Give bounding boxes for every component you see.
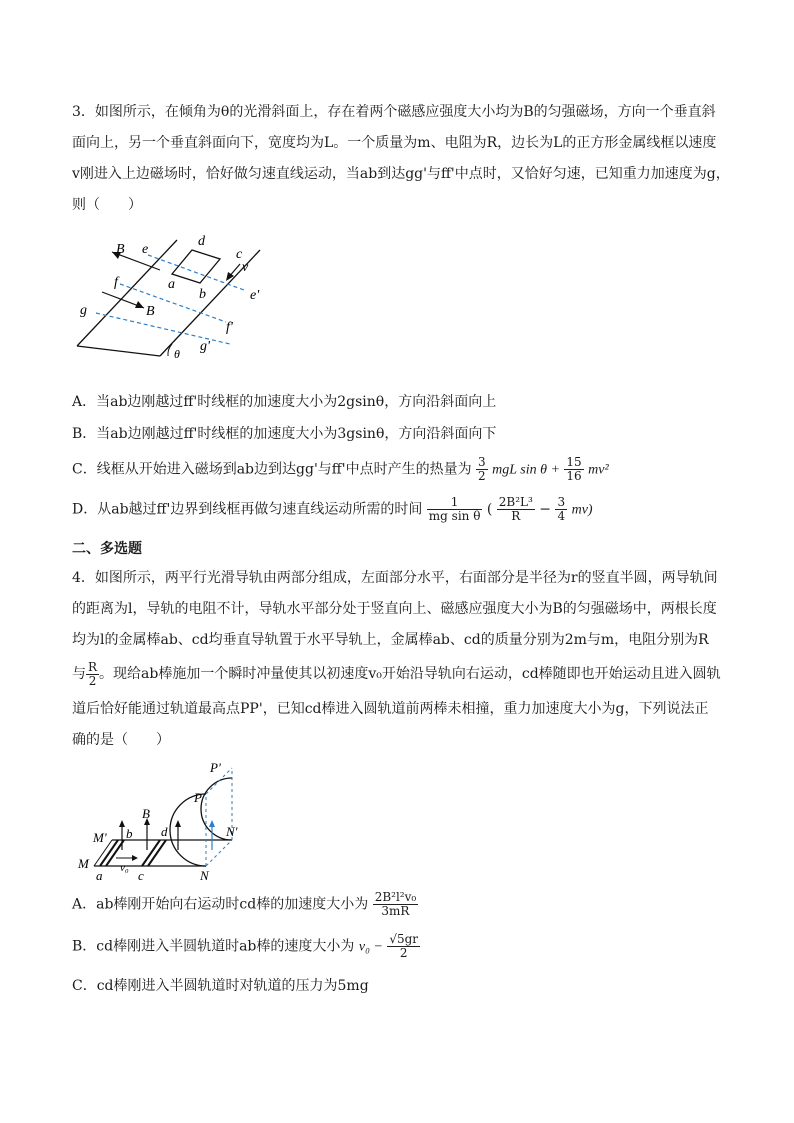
q4-label-P-prime: P' xyxy=(210,760,221,775)
q3-label-e-prime: e' xyxy=(250,288,260,303)
q4-label-d: d xyxy=(161,824,168,839)
q3-label-f: f xyxy=(114,275,118,290)
q4-line-4 xyxy=(72,656,732,692)
q3-option-d-tail: mv) xyxy=(571,502,593,518)
q3-option-d-open: ( xyxy=(486,501,493,518)
q4-label-B: B xyxy=(142,806,150,821)
q4-label-v0: v₀ xyxy=(120,862,129,874)
q3-option-c-frac-2: $\frac{15}{16}$ xyxy=(566,455,582,483)
q3-option-c-mid: mgL sin θ + xyxy=(492,462,560,478)
q3-option-d-text: D．从ab越过ff'边界到线框再做匀速直线运动所需的时间 xyxy=(72,501,423,518)
q3-option-c-frac-1: $\frac{3}{2}$ xyxy=(478,455,486,483)
q4-option-b-lead: v₀ − xyxy=(358,939,383,955)
q4-label-N: N xyxy=(200,868,209,883)
q4-label-M-prime: M' xyxy=(93,830,107,845)
q4-label-P: P xyxy=(194,790,202,805)
q3-option-d-frac-2: $\frac{\text{2B²L³}}{R}$ xyxy=(498,495,533,523)
q3-label-f-prime: f' xyxy=(226,320,233,335)
q3-label-theta: θ xyxy=(174,347,180,361)
q3-label-d: d xyxy=(198,234,205,249)
q3-option-d-frac-1: $\frac{1}{\text{mg sin θ}}$ xyxy=(428,495,481,523)
q3-label-e: e xyxy=(142,242,149,257)
q3-option-d-frac-3: $\frac{3}{4}$ xyxy=(557,495,566,523)
q3-label-B-top: B xyxy=(116,242,125,257)
q3-label-B-bottom: B xyxy=(146,304,155,319)
q4-option-b-text: B．cd棒刚进入半圆轨道时ab棒的速度大小为 xyxy=(72,938,355,955)
q3-label-c: c xyxy=(236,247,243,262)
q3-label-g: g xyxy=(80,303,87,318)
q4-label-N-prime: N' xyxy=(226,824,238,839)
q4-line-3: 均为l的金属棒ab、cd均垂直导轨置于水平导轨上，金属棒ab、cd的质量分别为2m与m，电阻分别为R xyxy=(72,632,709,648)
q3-line-2: 面向上，另一个垂直斜面向下，宽度均为L。一个质量为m、电阻为R，边长为L的正方形金属线框以速度 xyxy=(72,135,717,151)
q4-option-a-frac: $\frac{\text{2B²l²v₀}}{3mR}$ xyxy=(374,890,417,918)
q4-label-M: M xyxy=(78,856,89,871)
q4-figure xyxy=(72,758,302,884)
q3-line-1: 3．如图所示，在倾角为θ的光滑斜面上，存在着两个磁感应强度大小均为B的匀强磁场，方向一个垂直斜 xyxy=(72,104,716,120)
q4-option-c: C．cd棒刚进入半圆轨道时对轨道的压力为5mg xyxy=(72,978,369,994)
q4-line-5: 道后恰好能通过轨道最高点PP'，已知cd棒进入圆轨道前两棒未相撞，重力加速度大小为g，下列说法正 xyxy=(72,701,709,717)
q4-line-2: 的距离为l，导轨的电阻不计，导轨水平部分处于竖直向上、磁感应强度大小为B的匀强磁场中，两根长度 xyxy=(72,601,717,617)
q3-line-4: 则（ ） xyxy=(72,197,142,213)
q4-option-a xyxy=(72,891,418,918)
q4-line-1: 4．如图所示，两平行光滑导轨由两部分组成，左面部分水平，右面部分是半径为r的竖直半圆，两导轨间 xyxy=(72,570,718,586)
q4-line-6: 确的是（ ） xyxy=(72,732,170,748)
q4-label-b: b xyxy=(126,826,133,841)
q3-label-b: b xyxy=(199,287,206,302)
q4-line-4-frac: $\frac{R}{2}$ xyxy=(88,659,98,688)
q4-line-4-prefix: 与 xyxy=(72,666,86,682)
q4-label-a: a xyxy=(96,868,103,883)
q4-option-b xyxy=(72,933,420,960)
q3-figure xyxy=(72,228,272,368)
q3-option-d-minus: − xyxy=(539,501,552,518)
q3-option-c-tail: mv² xyxy=(588,462,609,478)
q3-label-a: a xyxy=(168,277,175,292)
q3-option-c xyxy=(72,456,609,483)
q3-option-d xyxy=(72,496,593,523)
q4-line-4-rest: 。现给ab棒施加一个瞬时冲量使其以初速度v₀开始沿导轨向右运动，cd棒随即也开始运动且进入圆轨 xyxy=(99,666,721,682)
q3-label-v: v xyxy=(242,260,249,275)
q3-label-g-prime: g' xyxy=(200,339,210,354)
q4-option-b-frac: $\frac{√5gr}{2}$ xyxy=(389,932,419,960)
q3-option-b: B．当ab边刚越过ff'时线框的加速度大小为3gsinθ，方向沿斜面向下 xyxy=(72,426,497,442)
q4-label-c: c xyxy=(138,868,144,883)
q3-option-c-text: C．线框从开始进入磁场到ab边到达gg'与ff'中点时产生的热量为 xyxy=(72,461,472,478)
section-heading: 二、多选题 xyxy=(72,541,142,557)
q3-line-3: v刚进入上边磁场时，恰好做匀速直线运动，当ab到达gg'与ff'中点时，又恰好匀速，已知重力加速度为g， xyxy=(72,166,730,182)
q4-option-a-text: A．ab棒刚开始向右运动时cd棒的加速度大小为 xyxy=(72,896,369,913)
q3-option-a: A．当ab边刚越过ff'时线框的加速度大小为2gsinθ，方向沿斜面向上 xyxy=(72,394,497,410)
